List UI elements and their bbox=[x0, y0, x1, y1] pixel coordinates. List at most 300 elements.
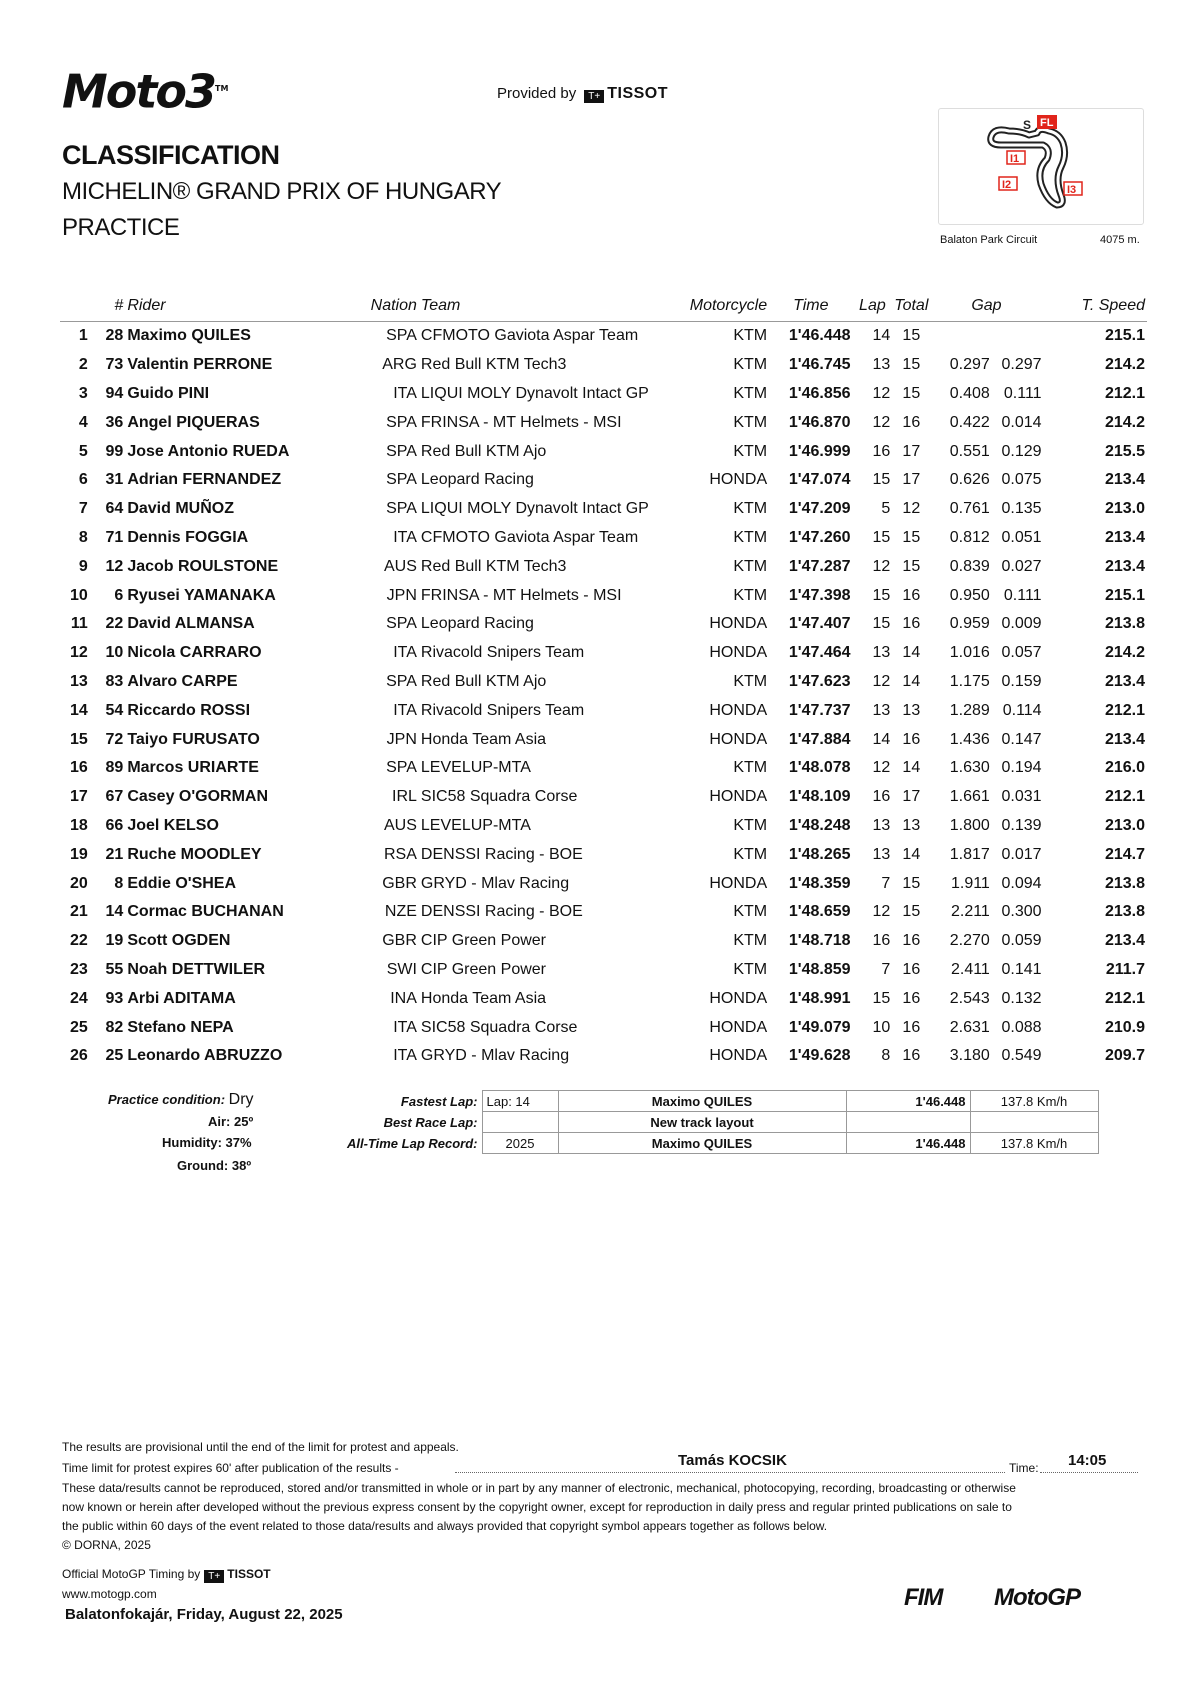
gap-first: 0.812 bbox=[949, 528, 990, 546]
table-row bbox=[60, 581, 1147, 610]
table-row bbox=[60, 495, 1147, 524]
col-number: # bbox=[90, 291, 126, 322]
table-header-row bbox=[60, 291, 1147, 322]
table-row bbox=[60, 351, 1147, 380]
col-lap: Lap bbox=[853, 291, 893, 322]
total-laps: 16 bbox=[902, 413, 921, 431]
team: CIP Green Power bbox=[420, 960, 546, 978]
best-lap: 13 bbox=[872, 845, 891, 863]
team: FRINSA - MT Helmets - MSI bbox=[420, 586, 622, 604]
total-laps: 13 bbox=[902, 816, 921, 834]
rider-number: 64 bbox=[105, 500, 124, 518]
best-time: 1'47.464 bbox=[788, 644, 851, 662]
motorcycle: KTM bbox=[733, 845, 768, 863]
gap-previous: 0.159 bbox=[1001, 672, 1042, 690]
rider-name: Guido PINI bbox=[127, 384, 210, 402]
gap-previous: 0.094 bbox=[1001, 874, 1042, 892]
team: DENSSI Racing - BOE bbox=[420, 903, 583, 921]
table-row bbox=[60, 725, 1147, 754]
top-speed: 213.8 bbox=[1104, 874, 1145, 892]
nation: SWI bbox=[386, 960, 417, 978]
gap-previous: 0.057 bbox=[1001, 644, 1042, 662]
gap-previous: 0.014 bbox=[1001, 413, 1042, 431]
top-speed: 215.1 bbox=[1104, 586, 1145, 604]
gap-previous: 0.194 bbox=[1001, 759, 1042, 777]
ground-temp: Ground: 38º bbox=[177, 1158, 252, 1173]
official-timing bbox=[62, 1565, 271, 1584]
motorcycle: HONDA bbox=[709, 1018, 768, 1036]
top-speed: 215.5 bbox=[1104, 442, 1145, 460]
rider-number: 71 bbox=[105, 528, 124, 546]
best-lap: 12 bbox=[872, 759, 891, 777]
fastest-lap-number: Lap: 14 bbox=[482, 1091, 558, 1112]
table-row bbox=[60, 927, 1147, 956]
rider-name: Taiyo FURUSATO bbox=[127, 730, 260, 748]
gap-previous: 0.297 bbox=[1001, 356, 1042, 374]
rider-number: 83 bbox=[105, 672, 124, 690]
best-time: 1'48.109 bbox=[788, 788, 851, 806]
rider-name: Joel KELSO bbox=[127, 816, 219, 834]
position: 25 bbox=[69, 1018, 88, 1036]
rider-name: Alvaro CARPE bbox=[127, 672, 238, 690]
col-total: Total bbox=[892, 291, 930, 322]
gap-first: 2.543 bbox=[949, 989, 990, 1007]
motogp-logo: MotoGP bbox=[994, 1584, 1080, 1611]
rider-number: 21 bbox=[105, 845, 124, 863]
signature-line bbox=[455, 1472, 1005, 1473]
rider-name: David ALMANSA bbox=[127, 615, 255, 633]
gap-first: 1.911 bbox=[950, 874, 990, 892]
total-laps: 12 bbox=[902, 500, 921, 518]
best-lap: 12 bbox=[872, 672, 891, 690]
best-lap: 15 bbox=[872, 471, 891, 489]
best-time: 1'48.718 bbox=[788, 932, 851, 950]
best-lap: 7 bbox=[881, 874, 891, 892]
team: CFMOTO Gaviota Aspar Team bbox=[420, 528, 639, 546]
best-time: 1'47.260 bbox=[788, 528, 851, 546]
nation: AUS bbox=[384, 557, 417, 575]
nation: NZE bbox=[384, 903, 417, 921]
gap-first: 0.839 bbox=[949, 557, 990, 575]
team: LEVELUP-MTA bbox=[420, 759, 531, 777]
rider-name: Cormac BUCHANAN bbox=[127, 903, 284, 921]
gap-first: 0.626 bbox=[949, 471, 990, 489]
top-speed: 215.1 bbox=[1104, 327, 1145, 345]
table-row bbox=[60, 408, 1147, 437]
rider-number: 8 bbox=[114, 874, 124, 892]
team: Red Bull KTM Tech3 bbox=[420, 557, 567, 575]
best-race-lap-row bbox=[338, 1112, 1098, 1133]
position: 24 bbox=[69, 989, 88, 1007]
top-speed: 216.0 bbox=[1104, 759, 1145, 777]
team: LIQUI MOLY Dynavolt Intact GP bbox=[420, 384, 649, 402]
session-name: PRACTICE bbox=[62, 214, 180, 241]
team: Leopard Racing bbox=[420, 471, 534, 489]
table-row bbox=[60, 1013, 1147, 1042]
gap-first: 1.630 bbox=[949, 759, 990, 777]
rider-name: Angel PIQUERAS bbox=[127, 413, 260, 431]
best-time: 1'49.628 bbox=[788, 1047, 851, 1065]
time-line bbox=[1040, 1472, 1138, 1473]
best-lap: 16 bbox=[872, 932, 891, 950]
gap-previous: 0.009 bbox=[1001, 615, 1042, 633]
provisional-note: The results are provisional until the end of the limit for protest and appeals. bbox=[62, 1440, 459, 1454]
best-lap: 7 bbox=[881, 960, 891, 978]
condition-value: Dry bbox=[228, 1091, 254, 1108]
gap-first: 0.297 bbox=[949, 356, 990, 374]
nation: SPA bbox=[386, 615, 417, 633]
rider-number: 25 bbox=[105, 1047, 124, 1065]
best-lap: 14 bbox=[872, 327, 891, 345]
best-time: 1'47.884 bbox=[788, 730, 851, 748]
position: 6 bbox=[78, 471, 88, 489]
best-lap: 15 bbox=[872, 989, 891, 1007]
best-time: 1'48.248 bbox=[788, 816, 851, 834]
time-limit-note: Time limit for protest expires 60' after publication of the results - bbox=[62, 1461, 399, 1475]
all-time-record-year: 2025 bbox=[482, 1133, 558, 1154]
rider-number: 54 bbox=[105, 701, 124, 719]
best-time: 1'47.074 bbox=[788, 471, 851, 489]
best-lap: 5 bbox=[881, 500, 891, 518]
gap-previous: 0.132 bbox=[1001, 989, 1042, 1007]
best-time: 1'47.623 bbox=[788, 672, 851, 690]
track-outline bbox=[991, 129, 1065, 205]
rider-name: Casey O'GORMAN bbox=[127, 788, 269, 806]
motorcycle: HONDA bbox=[709, 644, 768, 662]
best-time: 1'47.407 bbox=[788, 615, 851, 633]
best-race-lap-speed bbox=[970, 1112, 1098, 1133]
team: GRYD - Mlav Racing bbox=[420, 1047, 570, 1065]
circuit-length: 4075 m. bbox=[1100, 234, 1140, 246]
rider-number: 14 bbox=[105, 903, 124, 921]
motorcycle: HONDA bbox=[709, 788, 768, 806]
gap-first: 1.661 bbox=[949, 788, 990, 806]
total-laps: 15 bbox=[902, 874, 921, 892]
top-speed: 213.8 bbox=[1104, 615, 1145, 633]
rider-name: Leonardo ABRUZZO bbox=[127, 1047, 283, 1065]
all-time-record-row bbox=[338, 1133, 1098, 1154]
gap-previous: 0.114 bbox=[1002, 701, 1042, 719]
rider-name: Eddie O'SHEA bbox=[127, 874, 237, 892]
rider-number: 19 bbox=[105, 932, 124, 950]
race-director: Tamás KOCSIK bbox=[678, 1452, 787, 1469]
nation: SPA bbox=[386, 413, 417, 431]
total-laps: 13 bbox=[902, 701, 921, 719]
nation: ITA bbox=[393, 384, 417, 402]
team: Red Bull KTM Ajo bbox=[420, 672, 547, 690]
best-time: 1'48.078 bbox=[788, 759, 851, 777]
gap-previous: 0.111 bbox=[1003, 384, 1042, 402]
nation: GBR bbox=[382, 874, 417, 892]
motorcycle: HONDA bbox=[709, 730, 768, 748]
gap-previous: 0.088 bbox=[1001, 1018, 1042, 1036]
team: Honda Team Asia bbox=[420, 989, 547, 1007]
total-laps: 15 bbox=[902, 557, 921, 575]
best-time: 1'48.265 bbox=[788, 845, 851, 863]
team: CFMOTO Gaviota Aspar Team bbox=[420, 327, 639, 345]
total-laps: 15 bbox=[902, 356, 921, 374]
rider-name: Ruche MOODLEY bbox=[127, 845, 262, 863]
nation: IRL bbox=[392, 788, 417, 806]
best-lap: 13 bbox=[872, 356, 891, 374]
rider-name: Scott OGDEN bbox=[127, 932, 231, 950]
nation: GBR bbox=[382, 932, 417, 950]
best-lap: 15 bbox=[872, 528, 891, 546]
position: 7 bbox=[78, 500, 88, 518]
nation: ITA bbox=[393, 644, 417, 662]
best-lap: 15 bbox=[872, 615, 891, 633]
fastest-lap-row bbox=[338, 1091, 1098, 1112]
rider-name: Valentin PERRONE bbox=[127, 356, 273, 374]
best-time: 1'48.359 bbox=[788, 874, 851, 892]
position: 11 bbox=[70, 615, 88, 633]
top-speed: 213.4 bbox=[1104, 528, 1145, 546]
all-time-record-speed: 137.8 Km/h bbox=[970, 1133, 1098, 1154]
motorcycle: HONDA bbox=[709, 701, 768, 719]
total-laps: 16 bbox=[902, 989, 921, 1007]
position: 1 bbox=[78, 327, 88, 345]
fastest-lap-time: 1'46.448 bbox=[846, 1091, 970, 1112]
top-speed: 209.7 bbox=[1104, 1047, 1145, 1065]
motorcycle: KTM bbox=[733, 384, 768, 402]
best-time: 1'48.991 bbox=[788, 989, 851, 1007]
marker-start: S bbox=[1023, 118, 1032, 132]
page-title: CLASSIFICATION bbox=[62, 140, 280, 170]
col-nation: Nation bbox=[332, 291, 419, 322]
top-speed: 213.4 bbox=[1104, 672, 1145, 690]
condition-label: Practice condition: bbox=[108, 1092, 226, 1107]
gap-first: 2.631 bbox=[949, 1018, 990, 1036]
humidity: Humidity: 37% bbox=[162, 1135, 252, 1150]
table-row bbox=[60, 639, 1147, 668]
col-team: Team bbox=[419, 291, 688, 322]
top-speed: 214.7 bbox=[1104, 845, 1145, 863]
gap-previous: 0.300 bbox=[1001, 903, 1042, 921]
motorcycle: HONDA bbox=[709, 989, 768, 1007]
best-race-lap-label: Best Race Lap: bbox=[383, 1114, 478, 1130]
marker-i1: I1 bbox=[1010, 153, 1020, 165]
all-time-record-label: All-Time Lap Record: bbox=[346, 1135, 478, 1151]
gap-first: 0.422 bbox=[949, 413, 990, 431]
best-race-lap-year bbox=[482, 1112, 558, 1133]
rider-number: 12 bbox=[105, 557, 124, 575]
circuit-name: Balaton Park Circuit bbox=[940, 234, 1038, 246]
motorcycle: KTM bbox=[733, 500, 768, 518]
team: Red Bull KTM Ajo bbox=[420, 442, 547, 460]
position: 22 bbox=[69, 932, 88, 950]
gap-first: 2.211 bbox=[950, 903, 990, 921]
gap-first bbox=[930, 322, 991, 351]
total-laps: 15 bbox=[902, 528, 921, 546]
nation: AUS bbox=[384, 816, 417, 834]
official-timing-brand: TISSOT bbox=[227, 1567, 271, 1581]
rider-number: 67 bbox=[105, 788, 124, 806]
best-lap: 12 bbox=[872, 557, 891, 575]
best-lap: 15 bbox=[872, 586, 891, 604]
total-laps: 14 bbox=[902, 672, 921, 690]
position: 18 bbox=[69, 816, 88, 834]
rider-number: 55 bbox=[105, 960, 124, 978]
best-time: 1'48.859 bbox=[788, 960, 851, 978]
table-row bbox=[60, 437, 1147, 466]
top-speed: 212.1 bbox=[1104, 384, 1145, 402]
table-row bbox=[60, 812, 1147, 841]
nation: ITA bbox=[393, 1047, 417, 1065]
top-speed: 213.4 bbox=[1104, 471, 1145, 489]
best-time: 1'46.856 bbox=[788, 384, 851, 402]
motorcycle: KTM bbox=[733, 759, 768, 777]
copyright-notice bbox=[62, 1479, 1142, 1555]
rider-number: 10 bbox=[105, 644, 124, 662]
rider-number: 22 bbox=[105, 615, 124, 633]
nation: ARG bbox=[382, 356, 417, 374]
rider-name: Stefano NEPA bbox=[127, 1018, 234, 1036]
rider-name: Marcos URIARTE bbox=[127, 759, 259, 777]
table-row bbox=[60, 898, 1147, 927]
moto3-logo-tm: TM bbox=[214, 84, 229, 93]
rider-name: Dennis FOGGIA bbox=[127, 528, 249, 546]
dorna-copyright: © DORNA, 2025 bbox=[62, 1538, 151, 1552]
event-name: MICHELIN® GRAND PRIX OF HUNGARY bbox=[62, 178, 502, 205]
nation: JPN bbox=[386, 586, 417, 604]
best-lap: 12 bbox=[872, 384, 891, 402]
gap-previous: 0.549 bbox=[1001, 1047, 1042, 1065]
team: Rivacold Snipers Team bbox=[420, 644, 585, 662]
best-lap: 12 bbox=[872, 903, 891, 921]
motorcycle: KTM bbox=[733, 932, 768, 950]
marker-i2: I2 bbox=[1002, 179, 1012, 191]
position: 3 bbox=[78, 384, 88, 402]
rider-number: 66 bbox=[105, 816, 124, 834]
table-row bbox=[60, 1042, 1147, 1071]
table-row bbox=[60, 956, 1147, 985]
track-map-icon bbox=[939, 109, 1143, 224]
top-speed: 212.1 bbox=[1104, 701, 1145, 719]
position: 5 bbox=[78, 442, 88, 460]
best-time: 1'48.659 bbox=[788, 903, 851, 921]
best-lap: 8 bbox=[881, 1047, 891, 1065]
track-map bbox=[938, 108, 1144, 225]
top-speed: 213.0 bbox=[1104, 500, 1145, 518]
results-body bbox=[60, 322, 1147, 1071]
rider-number: 93 bbox=[105, 989, 124, 1007]
team: Rivacold Snipers Team bbox=[420, 701, 585, 719]
position: 8 bbox=[78, 528, 88, 546]
rider-number: 72 bbox=[105, 730, 124, 748]
rider-number: 89 bbox=[105, 759, 124, 777]
position: 12 bbox=[69, 644, 88, 662]
marker-i3: I3 bbox=[1067, 184, 1077, 196]
best-time: 1'47.209 bbox=[788, 500, 851, 518]
gap-first: 0.551 bbox=[949, 442, 990, 460]
gap-first: 1.175 bbox=[949, 672, 990, 690]
table-row bbox=[60, 380, 1147, 409]
table-row bbox=[60, 552, 1147, 581]
tissot-mark-small-icon: T+ bbox=[204, 1570, 224, 1583]
track-inner-line bbox=[991, 129, 1065, 205]
fim-logo: FIM bbox=[904, 1584, 943, 1611]
top-speed: 214.2 bbox=[1104, 413, 1145, 431]
time-label: Time: bbox=[1009, 1461, 1039, 1475]
rider-name: Riccardo ROSSI bbox=[127, 701, 251, 719]
air-temp: Air: 25º bbox=[208, 1114, 254, 1129]
team: GRYD - Mlav Racing bbox=[420, 874, 570, 892]
best-lap: 12 bbox=[872, 413, 891, 431]
position: 2 bbox=[78, 356, 88, 374]
motorcycle: KTM bbox=[733, 327, 768, 345]
rider-name: Noah DETTWILER bbox=[127, 960, 266, 978]
team: CIP Green Power bbox=[420, 932, 546, 950]
top-speed: 214.2 bbox=[1104, 644, 1145, 662]
gap-first: 2.411 bbox=[950, 960, 990, 978]
rider-number: 36 bbox=[105, 413, 124, 431]
best-time: 1'47.737 bbox=[788, 701, 851, 719]
motorcycle: KTM bbox=[733, 903, 768, 921]
motorcycle: KTM bbox=[733, 586, 768, 604]
top-speed: 213.8 bbox=[1104, 903, 1145, 921]
copyright-line-1: These data/results cannot be reproduced, stored and/or transmitted in whole or in part by any manner of electronic, mechanical, photocopying, recording, broadcasting or otherwise bbox=[62, 1481, 1016, 1495]
nation: SPA bbox=[386, 442, 417, 460]
gap-previous: 0.051 bbox=[1001, 528, 1042, 546]
total-laps: 16 bbox=[902, 1047, 921, 1065]
best-lap: 16 bbox=[872, 442, 891, 460]
sponsor-name: TISSOT bbox=[607, 85, 668, 102]
col-tspeed: T. Speed bbox=[1044, 291, 1147, 322]
total-laps: 16 bbox=[902, 1018, 921, 1036]
rider-name: Adrian FERNANDEZ bbox=[127, 471, 282, 489]
col-motorcycle: Motorcycle bbox=[688, 291, 769, 322]
all-time-record-rider: Maximo QUILES bbox=[558, 1133, 846, 1154]
rider-number: 73 bbox=[105, 356, 124, 374]
table-row bbox=[60, 610, 1147, 639]
motorcycle: KTM bbox=[733, 960, 768, 978]
gap-previous: 0.031 bbox=[1001, 788, 1042, 806]
col-gap bbox=[930, 291, 1043, 322]
gap-previous: 0.027 bbox=[1001, 557, 1042, 575]
total-laps: 16 bbox=[902, 586, 921, 604]
table-row bbox=[60, 524, 1147, 553]
rider-number: 28 bbox=[105, 327, 124, 345]
motorcycle: KTM bbox=[733, 672, 768, 690]
motorcycle: KTM bbox=[733, 442, 768, 460]
table-row bbox=[60, 466, 1147, 495]
nation: INA bbox=[390, 989, 417, 1007]
team: FRINSA - MT Helmets - MSI bbox=[420, 413, 622, 431]
rider-name: Ryusei YAMANAKA bbox=[127, 586, 276, 604]
position: 9 bbox=[78, 557, 88, 575]
rider-number: 99 bbox=[105, 442, 124, 460]
gap-first: 0.761 bbox=[949, 500, 990, 518]
motorcycle: KTM bbox=[733, 528, 768, 546]
best-race-lap-rider: New track layout bbox=[558, 1112, 846, 1133]
website-link[interactable]: www.motogp.com bbox=[62, 1587, 157, 1601]
position: 4 bbox=[78, 413, 88, 431]
fastest-lap-speed: 137.8 Km/h bbox=[970, 1091, 1098, 1112]
nation: SPA bbox=[386, 471, 417, 489]
top-speed: 214.2 bbox=[1104, 356, 1145, 374]
gap-previous: 0.135 bbox=[1001, 500, 1042, 518]
team: DENSSI Racing - BOE bbox=[420, 845, 583, 863]
nation: ITA bbox=[393, 1018, 417, 1036]
position: 15 bbox=[69, 730, 88, 748]
position: 26 bbox=[69, 1047, 88, 1065]
best-time: 1'46.870 bbox=[788, 413, 851, 431]
records-table bbox=[338, 1090, 1099, 1154]
motorcycle: HONDA bbox=[709, 1047, 768, 1065]
team: LIQUI MOLY Dynavolt Intact GP bbox=[420, 500, 649, 518]
tissot-mark-icon: T+ bbox=[584, 90, 604, 103]
gap-previous: 0.017 bbox=[1001, 845, 1042, 863]
